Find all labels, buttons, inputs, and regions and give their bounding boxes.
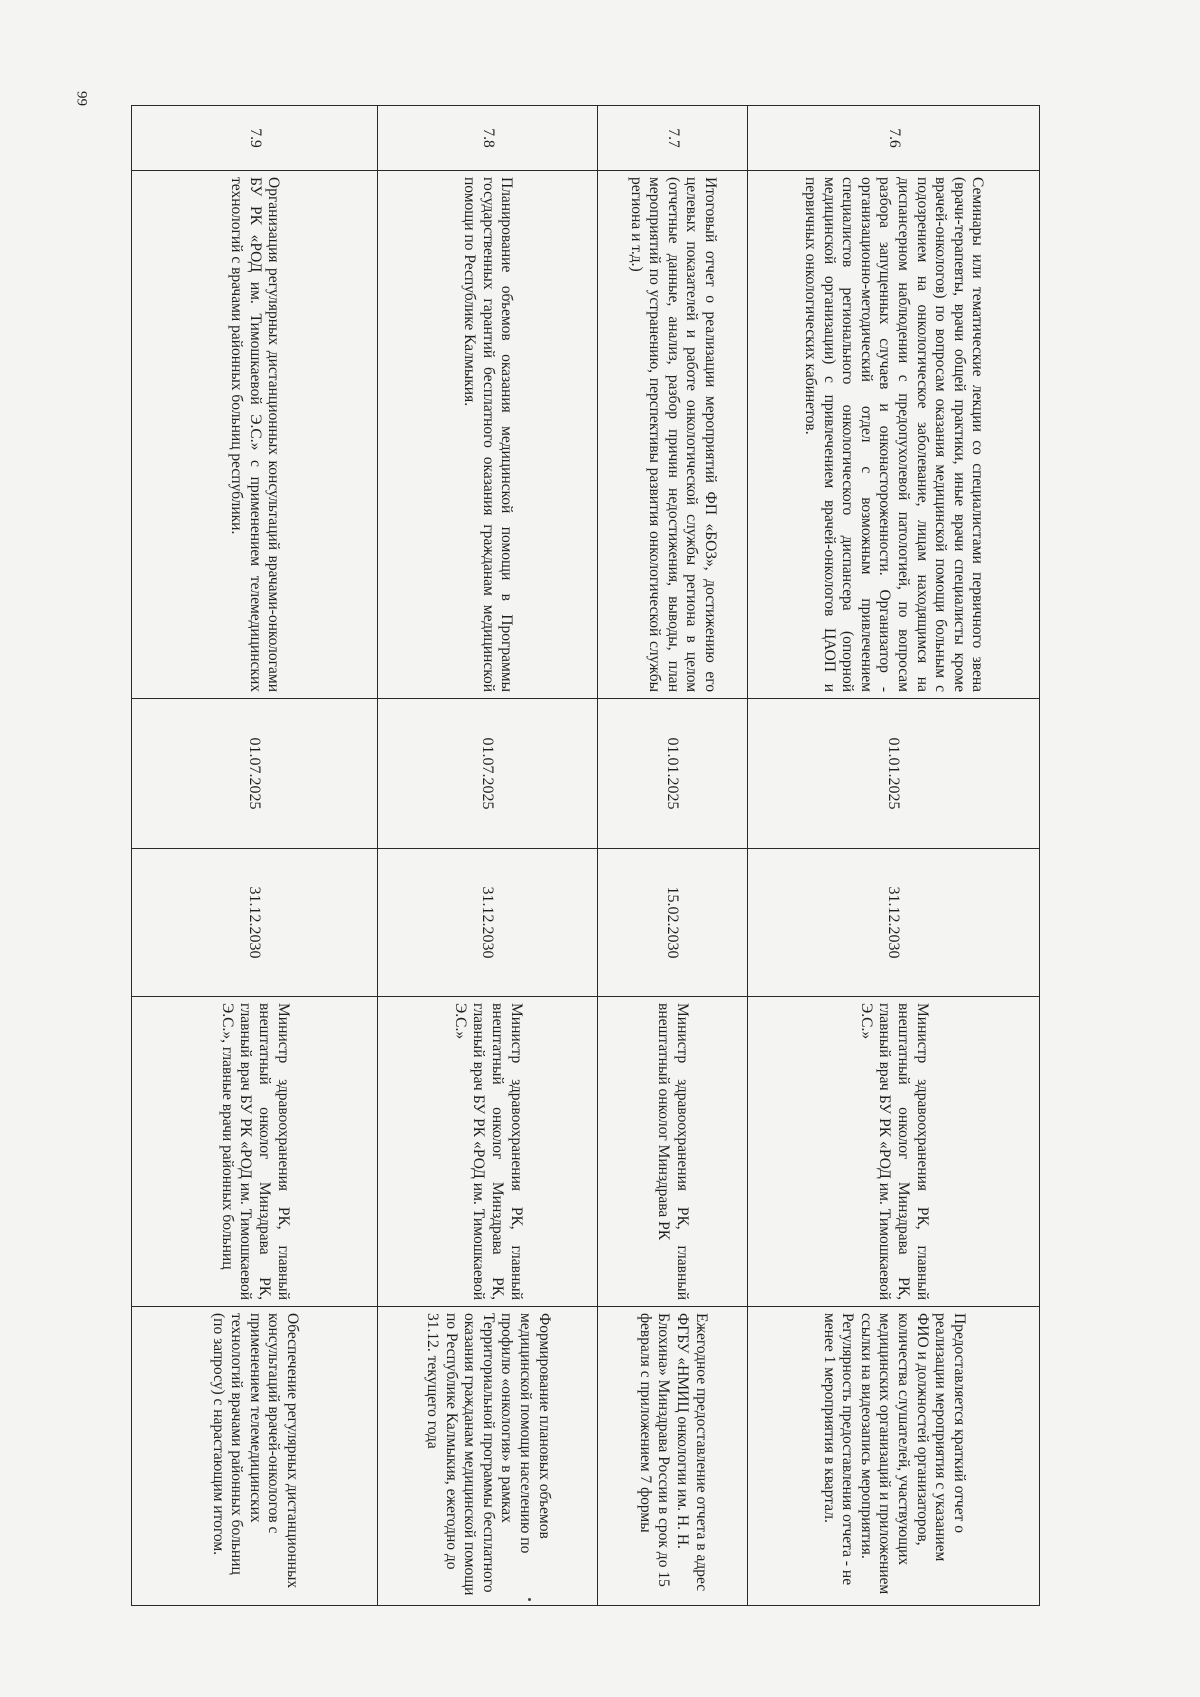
page-number: 99	[73, 91, 90, 106]
table-row	[132, 106, 378, 1606]
plan-table	[131, 105, 1040, 1606]
rotated-document	[132, 105, 1040, 1605]
row-description: Планирование объемов оказания медицинской помощи в Программы государственных гарантий бесплатного оказания гражданам медицинской помощи по Республике Калмыкия.	[378, 171, 598, 699]
row-number: 7.7	[598, 106, 748, 171]
row-result: Ежегодное предоставление отчета в адрес ФГБУ «НМИЦ онкологии им. Н. Н. Блохина» Минздрава России в срок до 15 февраля с приложением 7 формы	[598, 1307, 748, 1606]
row-start-date: 01.07.2025	[378, 699, 598, 849]
row-result: Предоставляется краткий отчет о реализации мероприятия с указанием ФИО и должностей организаторов, количества слушателей, участвующих медицинских организаций и приложением ссылки на видеозапись мероприятия. Регулярность предоставления отчета - не менее 1 мероприятия в квартал.	[748, 1307, 1040, 1606]
row-end-date: 15.02.2030	[598, 849, 748, 997]
row-start-date: 01.01.2025	[598, 699, 748, 849]
row-responsible: Министр здравоохранения РК, главный внештатный онколог Минздрава РК	[598, 997, 748, 1307]
row-result: Обеспечение регулярных дистанционных консультаций врачей-онкологов с применением телемедицинских технологий врачами районных больниц (по запросу) с нарастающим итогом.	[132, 1307, 378, 1606]
row-end-date: 31.12.2030	[748, 849, 1040, 997]
row-number: 7.8	[378, 106, 598, 171]
row-start-date: 01.07.2025	[132, 699, 378, 849]
row-start-date: 01.01.2025	[748, 699, 1040, 849]
table-row	[598, 106, 748, 1606]
row-end-date: 31.12.2030	[378, 849, 598, 997]
row-responsible: Министр здравоохранения РК, главный внештатный онколог Минздрава РК, главный врач БУ РК «РОД им. Тимошкаевой Э.С.»	[378, 997, 598, 1307]
row-description: Итоговый отчет о реализации мероприятий ФП «БОЗ», достижению его целевых показателей и работе онкологической службы региона в целом (отчетные данные, анализ, разбор причин недостижения, выводы, план мероприятий по устранению, перспективы развития онкологической службы региона и т.д.)	[598, 171, 748, 699]
row-number: 7.9	[132, 106, 378, 171]
row-responsible: Министр здравоохранения РК, главный внештатный онколог Минздрава РК, главный врач БУ РК «РОД им. Тимошкаевой Э.С.»	[748, 997, 1040, 1307]
row-responsible: Министр здравоохранения РК, главный внештатный онколог Минздрава РК, главный врач БУ РК «РОД им. Тимошкаевой Э.С.», главные врачи районных больниц	[132, 997, 378, 1307]
row-description: Организация регулярных дистанционных консультаций врачами-онкологами БУ РК «РОД им. Тимошкаевой Э.С.» с применением телемедицинских технологий с врачами районных больниц республики.	[132, 171, 378, 699]
table-row	[378, 106, 598, 1606]
row-description: Семинары или тематические лекции со специалистами первичного звена (врачи-терапевты, врачи общей практики, иные врачи специалисты кроме врачей-онкологов) по вопросам оказания медицинской помощи больным с подозрением на онкологическое заболевание, лицам находящимся на диспансерном наблюдении с предопухолевой патологией, по вопросам разбора запущенных случаев и онконастороженности. Организатор - организационно-методический отдел с возможным привлечением специалистов регионального онкологического диспансера (опорной медицинской организации) с привлечением врачей-онкологов ЦАОП и первичных онкологических кабинетов.	[748, 171, 1040, 699]
row-number: 7.6	[748, 106, 1040, 171]
row-result: Формирование плановых объемов медицинской помощи населению по профилю «онкология» в рамках Территориальной программы бесплатного оказания гражданам медицинской помощи по Республике Калмыкия, ежегодно до 31.12. текущего года	[378, 1307, 598, 1606]
scan-speck	[528, 1598, 531, 1601]
row-end-date: 31.12.2030	[132, 849, 378, 997]
table-row	[748, 106, 1040, 1606]
